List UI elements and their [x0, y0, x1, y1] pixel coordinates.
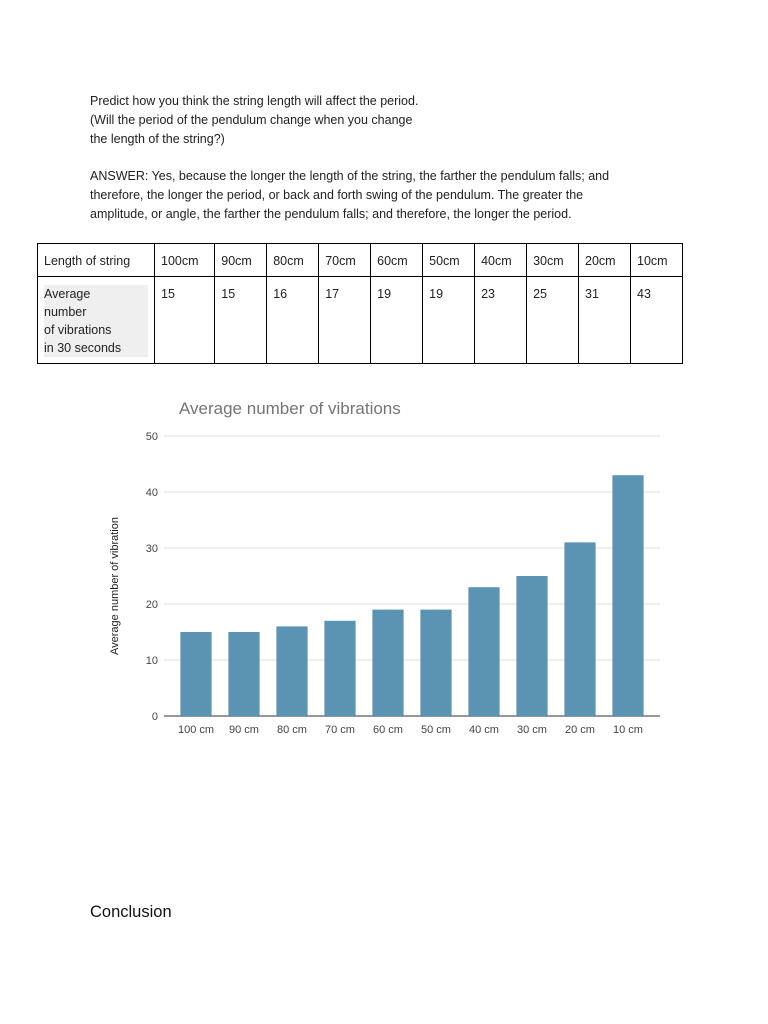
row-label-line: of vibrations [44, 323, 112, 337]
bar [420, 610, 451, 716]
x-tick-label: 40 cm [469, 724, 499, 736]
value-cell: 25 [527, 277, 579, 364]
value-cell: 31 [579, 277, 631, 364]
value-cell: 15 [215, 277, 267, 364]
x-tick-label: 50 cm [421, 724, 451, 736]
x-tick-label: 30 cm [517, 724, 547, 736]
prompt-line: the length of the string?) [90, 132, 225, 146]
value-cell: 19 [371, 277, 423, 364]
prompt-line: Predict how you think the string length will affect the period. [90, 94, 419, 108]
value-cell: 16 [267, 277, 319, 364]
x-tick-label: 60 cm [373, 724, 403, 736]
answer-line: amplitude, or angle, the farther the pendulum falls; and therefore, the longer the period. [90, 207, 572, 221]
value-cell: 19 [423, 277, 475, 364]
length-cell: 50cm [423, 244, 475, 277]
y-tick-label: 50 [145, 431, 158, 443]
length-cell: 90cm [215, 244, 267, 277]
bar [564, 542, 595, 716]
length-cell: 100cm [155, 244, 215, 277]
length-cell: 60cm [371, 244, 423, 277]
value-cell: 23 [475, 277, 527, 364]
answer-line: ANSWER: Yes, because the longer the length of the string, the farther the pendulum falls; and [90, 169, 610, 183]
bar [276, 626, 307, 716]
bar [324, 621, 355, 716]
y-tick-label: 0 [151, 711, 158, 723]
prediction-prompt [90, 92, 690, 149]
y-tick-label: 10 [145, 655, 158, 667]
bar [372, 610, 403, 716]
x-tick-label: 20 cm [565, 724, 595, 736]
answer-line: therefore, the longer the period, or back and forth swing of the pendulum. The greater the [90, 188, 584, 202]
chart-title: Average number of vibrations [179, 399, 401, 418]
conclusion-heading: Conclusion [90, 903, 172, 921]
y-tick-label: 40 [145, 487, 158, 499]
value-cell: 17 [319, 277, 371, 364]
answer-paragraph [90, 167, 690, 224]
y-tick-label: 20 [145, 599, 158, 611]
bar [516, 576, 547, 716]
header-label-cell: Length of string [38, 244, 155, 277]
bar [180, 632, 211, 716]
value-cell: 15 [155, 277, 215, 364]
row-label-line: in 30 seconds [44, 341, 122, 355]
length-cell: 80cm [267, 244, 319, 277]
length-cell: 70cm [319, 244, 371, 277]
length-cell: 20cm [579, 244, 631, 277]
y-axis-label: Average number of vibration [109, 517, 121, 655]
vibration-table [37, 243, 683, 364]
length-cell: 10cm [631, 244, 683, 277]
value-cell: 43 [631, 277, 683, 364]
row-label-text [44, 285, 148, 357]
x-tick-label: 70 cm [325, 724, 355, 736]
prompt-line: (Will the period of the pendulum change when you change [90, 113, 413, 127]
bar [612, 475, 643, 716]
x-tick-label: 100 cm [177, 724, 215, 736]
row-label-cell [38, 277, 155, 364]
bar [228, 632, 259, 716]
row-label-line: number [44, 305, 87, 319]
table-data-row [38, 277, 683, 364]
vibrations-bar-chart [100, 390, 680, 750]
length-cell: 40cm [475, 244, 527, 277]
x-tick-label: 80 cm [277, 724, 307, 736]
length-cell: 30cm [527, 244, 579, 277]
table-header-row [38, 244, 683, 277]
row-label-line: Average [44, 287, 91, 301]
x-tick-label: 90 cm [229, 724, 259, 736]
x-tick-label: 10 cm [613, 724, 643, 736]
y-tick-label: 30 [145, 543, 158, 555]
bar [468, 587, 499, 716]
